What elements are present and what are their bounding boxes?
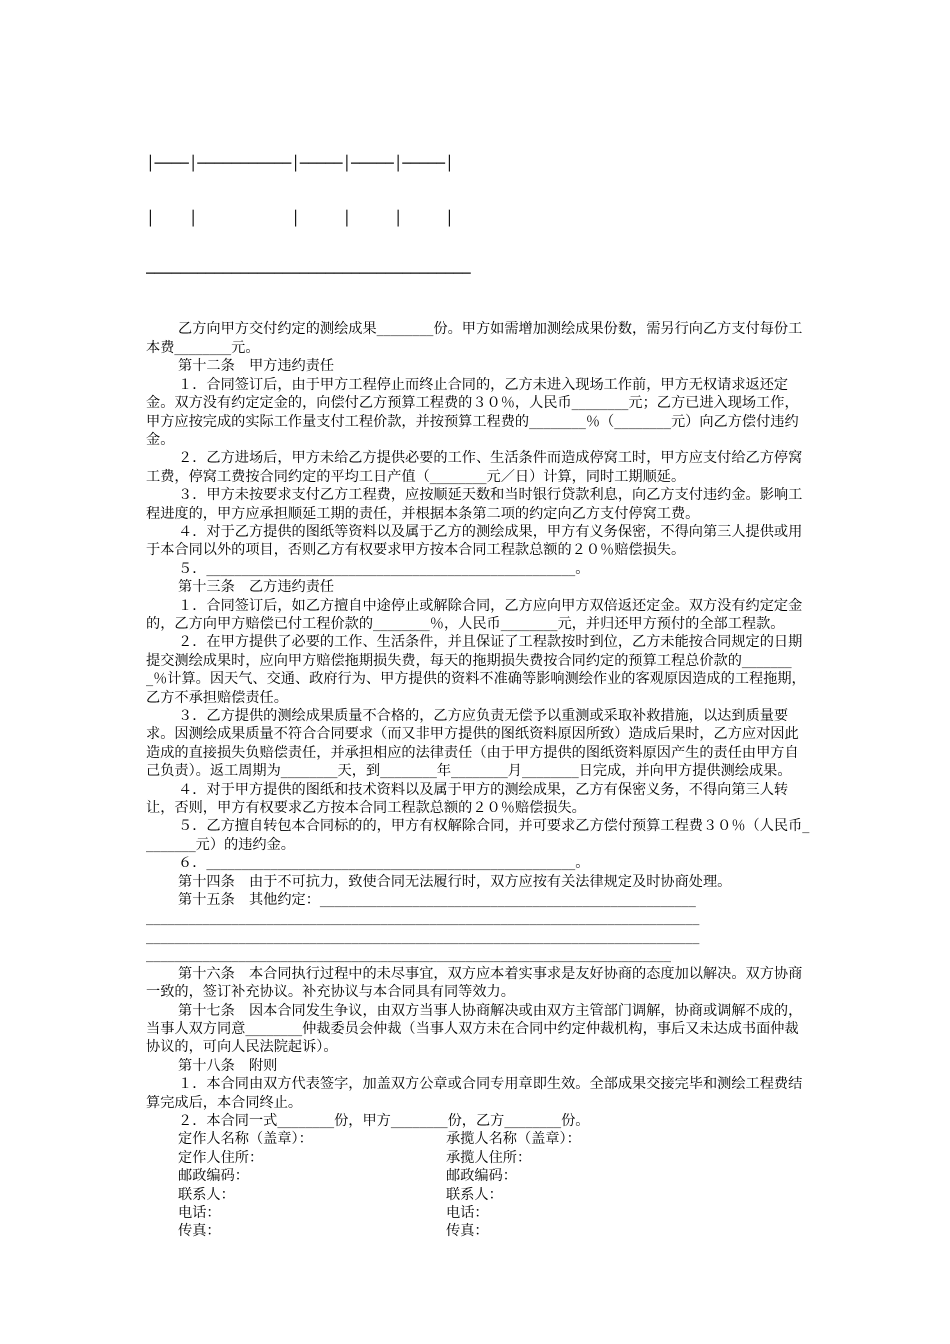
contractor-address-label: 定作人住所： (178, 1149, 264, 1166)
table-fragment (146, 118, 810, 320)
article-12-item-5: ５．____________________________________________________。 (178, 560, 590, 577)
contractor-contact-label: 联系人： (178, 1186, 235, 1203)
table-border-row: │────│───────────│─────│─────│─────│ (146, 155, 454, 172)
article-12-item-4: ４．对于乙方提供的图纸等资料以及属于乙方的测绘成果，甲方有义务保密，不得向第三人提供或用于本合同以外的项目，否则乙方有权要求甲方按本合同工程款总额的２０％赔偿损失。 (146, 523, 803, 559)
signature-row (146, 1130, 810, 1148)
contractor-postcode-label: 邮政编码： (178, 1168, 249, 1185)
table-empty-row: │ │ │ │ │ │ (146, 211, 454, 228)
contractor-fax-label: 传真： (178, 1223, 221, 1240)
signature-block (146, 1130, 810, 1240)
article-13-item-1: １．合同签订后，如乙方擅自中途停止或解除合同，乙方应向甲方双倍返还定金。双方没有约定定金的，乙方向甲方赔偿已付工程价款的________％，人民币________元，并归还甲方预付的全部工程款。 (146, 597, 803, 632)
blank-line-3: __________________________________________________________________________ (146, 947, 671, 964)
article-12-heading: 第十二条 甲方违约责任 (178, 358, 335, 375)
article-17: 第十七条 因本合同发生争议，由双方当事人协商解决或由双方主管部门调解，协商或调解不成的，当事人双方同意________仲裁委员会仲裁（当事人双方未在合同中约定仲裁机构，事后又未达成书面仲裁协议的，可向人民法院起诉）。 (146, 1002, 803, 1056)
article-13-item-4: ４．对于甲方提供的图纸和技术资料以及属于甲方的测绘成果，乙方有保密义务，不得向第三人转让，否则，甲方有权要求乙方按本合同工程款总额的２０％赔偿损失。 (146, 781, 789, 817)
article-13-heading: 第十三条 乙方违约责任 (178, 579, 335, 596)
signature-row (146, 1186, 810, 1204)
undertaker-name-label: 承揽人名称（盖章）： (446, 1131, 581, 1148)
article-18-item-1: １．本合同由双方代表签字，加盖双方公章或合同专用章即生效。全部成果交接完毕和测绘工程费结算完成后，本合同终止。 (146, 1076, 803, 1111)
article-18-heading: 第十八条 附则 (178, 1057, 278, 1074)
article-18-item-2: ２．本合同一式________份，甲方________份，乙方________份。 (178, 1112, 590, 1129)
undertaker-fax-label: 传真： (446, 1223, 489, 1240)
undertaker-phone-label: 电话： (446, 1204, 489, 1221)
signature-row (146, 1204, 810, 1222)
article-14: 第十四条 由于不可抗力，致使合同无法履行时，双方应按有关法律规定及时协商处理。 (178, 873, 732, 890)
article-12-item-1: １．合同签订后，由于甲方工程停止而终止合同的，乙方未进入现场工作前，甲方无权请求返还定金。双方没有约定定金的，向偿付乙方预算工程费的３０％，人民币________元；乙方已进入现场工作，甲方应按完成的实际工作量支付工程价款，并按预算工程费的________％（________元）向乙方偿付违约金。 (146, 376, 799, 448)
article-13-item-3: ３．乙方提供的测绘成果质量不合格的，乙方应负责无偿予以重测或采取补救措施，以达到质量要求。因测绘成果质量不符合合同要求（而又非甲方提供的图纸资料原因所致）造成后果时，乙方应对因此造成的直接损失负赔偿责任，并承担相应的法律责任（由于甲方提供的图纸资料原因产生的责任由甲方自己负责）。返工周期为________天，到________年________月________日完成，并向甲方提供测绘成果。 (146, 708, 799, 780)
blank-line-2: ______________________________________________________________________________ (146, 928, 700, 945)
signature-row (146, 1222, 810, 1240)
contract-page (146, 118, 810, 1241)
article-12-item-2: ２．乙方进场后，甲方未给乙方提供必要的工作、生活条件而造成停窝工时，甲方应支付给乙方停窝工费，停窝工费按合同约定的平均工日产值（________元／日）计算，同时工期顺延。 (146, 450, 803, 485)
signature-row (146, 1149, 810, 1167)
contractor-phone-label: 电话： (178, 1204, 221, 1221)
signature-row (146, 1167, 810, 1185)
article-15: 第十五条 其他约定：_____________________________________________________ (178, 892, 696, 909)
article-13-item-5: ５．乙方擅自转包本合同标的的，甲方有权解除合同，并可要求乙方偿付预算工程费３０％（人民币________元）的违约金。 (146, 818, 810, 853)
undertaker-address-label: 承揽人住所： (446, 1149, 532, 1166)
article-13-item-2: ２．在甲方提供了必要的工作、生活条件，并且保证了工程款按时到位，乙方未能按合同规定的日期提交测绘成果时，应向甲方赔偿拖期损失费，每天的拖期损失费按合同约定的预算工程总价款的________％计算。因天气、交通、政府行为、甲方提供的资料不准确等影响测绘作业的客观原因造成的工程拖期，乙方不承担赔偿责任。 (146, 634, 806, 706)
table-bottom-border: ────────────────────────────────────── (146, 266, 471, 283)
undertaker-postcode-label: 邮政编码： (446, 1168, 517, 1185)
deliverables-paragraph: 乙方向甲方交付约定的测绘成果________份。甲方如需增加测绘成果份数，需另行向乙方支付每份工本费________元。 (146, 321, 803, 356)
blank-line-1: ______________________________________________________________________________ (146, 910, 700, 927)
article-12-item-3: ３．甲方未按要求支付乙方工程费，应按顺延天数和当时银行贷款利息，向乙方支付违约金。影响工程进度的，甲方应承担顺延工期的责任，并根据本条第二项的约定向乙方支付停窝工费。 (146, 487, 803, 522)
contractor-name-label: 定作人名称（盖章）： (178, 1131, 313, 1148)
article-13-item-6: ６．____________________________________________________。 (178, 855, 590, 872)
undertaker-contact-label: 联系人： (446, 1186, 503, 1203)
article-16: 第十六条 本合同执行过程中的未尽事宜，双方应本着实事求是友好协商的态度加以解决。双方协商一致的，签订补充协议。补充协议与本合同具有同等效力。 (146, 965, 803, 1001)
